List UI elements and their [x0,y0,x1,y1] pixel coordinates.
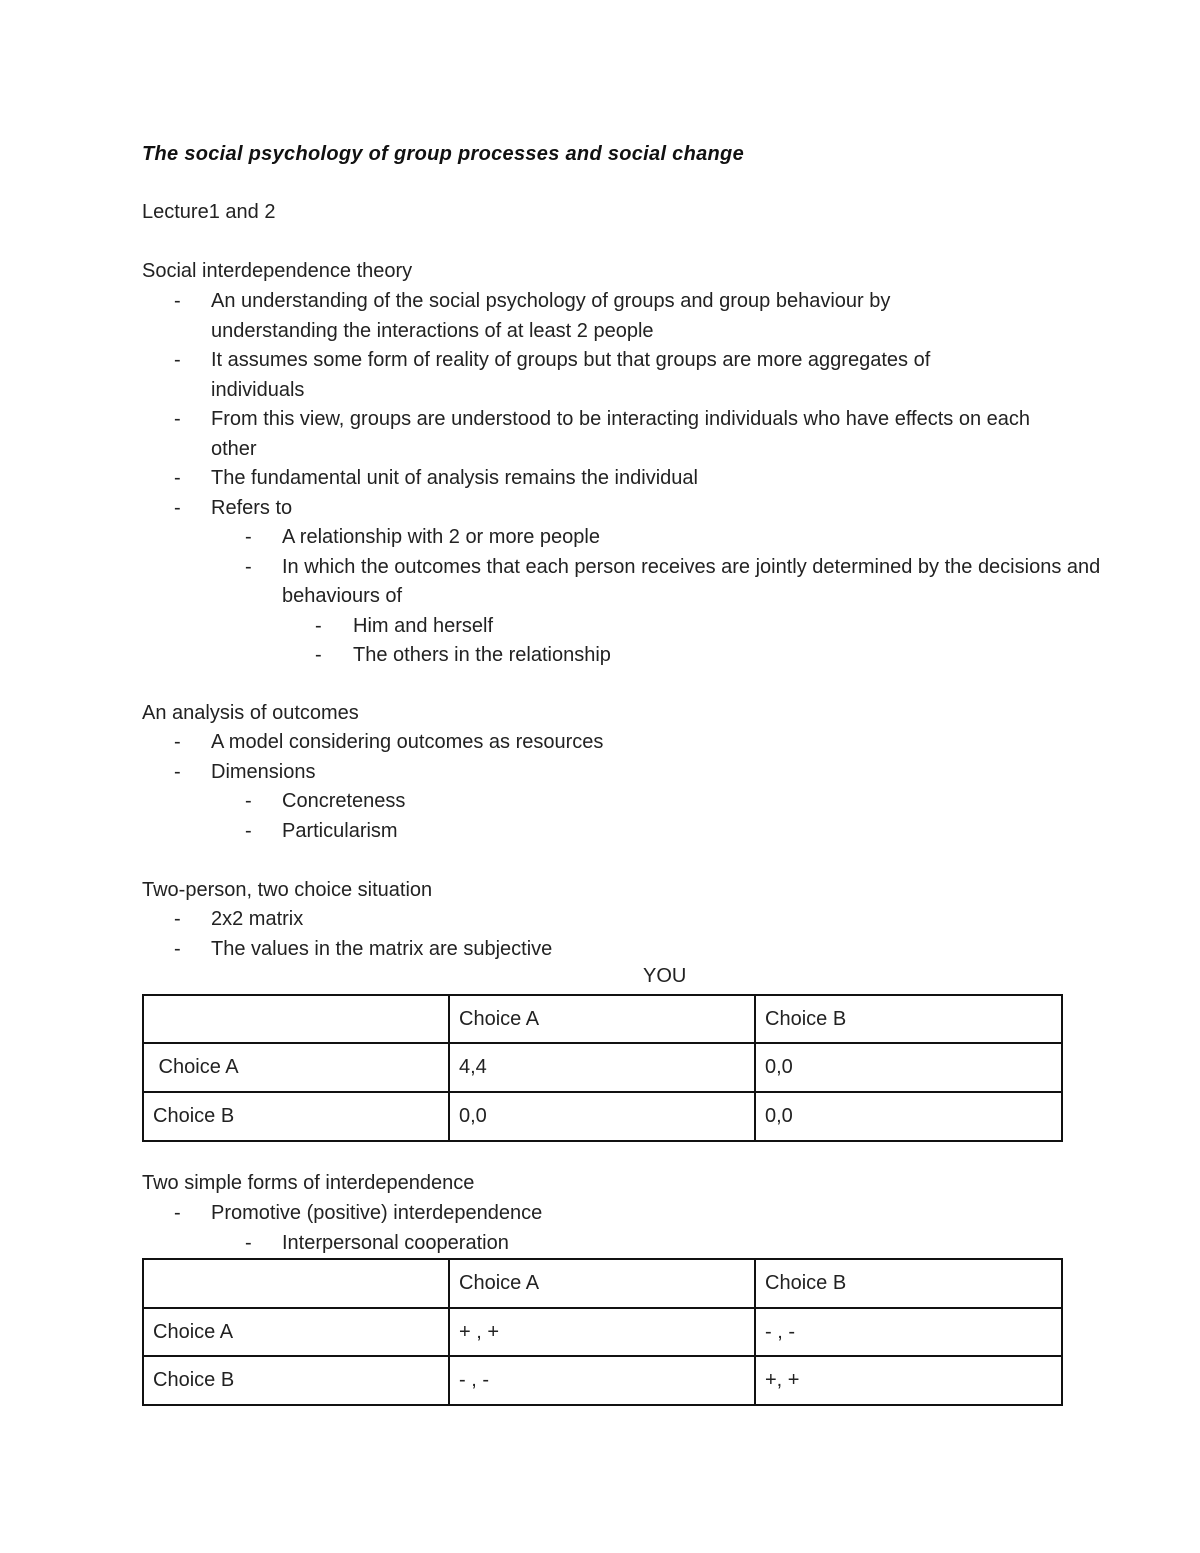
list-item: - The values in the matrix are subjective [142,935,552,965]
social-interdependence-list [142,287,1172,671]
list-item: - The fundamental unit of analysis remains the individual [142,464,1172,494]
bullet-dash: - [245,555,252,578]
table-cell: + , + [449,1308,755,1356]
payoff-matrix-table [142,994,1063,1142]
table-cell: Choice A [449,995,755,1043]
two-person-choice-list [142,905,552,964]
bullet-dash: - [245,790,252,812]
table-cell: Choice B [755,1259,1062,1308]
bullet-dash: - [245,526,252,548]
table-row [143,1356,1062,1405]
list-item: - From this view, groups are understood to be interacting individuals who have effects on each other [142,405,1172,464]
list-item: - The others in the relationship [142,641,1172,671]
table-cell: Choice A [449,1259,755,1308]
bullet-dash: - [174,349,181,371]
list-item: - Particularism [142,817,603,847]
simple-forms-list [142,1199,542,1258]
section-heading-two-person-choice: Two-person, two choice situation [142,879,433,901]
list-item: - Promotive (positive) interdependence [142,1199,542,1229]
table-row [143,1043,1062,1092]
cooperation-matrix-table [142,1258,1063,1406]
lecture-label: Lecture1 and 2 [142,201,276,223]
bullet-dash: - [174,290,181,312]
list-item: - Concreteness [142,787,603,817]
document-title: The social psychology of group processes and social change [142,143,744,165]
table-cell: Choice B [143,1356,449,1405]
section-heading-analysis-of-outcomes: An analysis of outcomes [142,702,359,724]
list-item: - A relationship with 2 or more people [142,523,1172,553]
bullet-dash: - [174,1202,181,1224]
table-row [143,1308,1062,1356]
bullet-dash: - [174,760,181,783]
table-row [143,995,1062,1043]
list-item: - In which the outcomes that each person receives are jointly determined by the decisions and behaviours of [142,553,1172,612]
table-cell: 0,0 [449,1092,755,1141]
table-cell: 4,4 [449,1043,755,1092]
table-cell: 0,0 [755,1092,1062,1141]
you-label: YOU [643,965,687,987]
bullet-dash: - [315,614,322,637]
list-item: - An understanding of the social psychology of groups and group behaviour by understanding the interactions of at least 2 people [142,287,1172,346]
bullet-dash: - [315,644,322,666]
section-heading-simple-forms: Two simple forms of interdependence [142,1172,475,1194]
table-cell: Choice A [143,1308,449,1356]
table-cell: 0,0 [755,1043,1062,1092]
list-item: - Him and herself [142,612,1172,642]
table-cell: Choice B [755,995,1062,1043]
analysis-of-outcomes-list [142,728,603,846]
table-cell: +, + [755,1356,1062,1405]
bullet-dash: - [174,937,181,960]
table-row [143,1092,1062,1141]
bullet-dash: - [174,467,181,489]
table-cell: Choice B [143,1092,449,1141]
bullet-dash: - [245,819,252,842]
bullet-dash: - [174,408,181,430]
list-item: - A model considering outcomes as resources [142,728,603,758]
section-heading-social-interdependence: Social interdependence theory [142,260,413,282]
table-cell [143,995,449,1043]
bullet-dash: - [174,496,181,519]
bullet-dash: - [174,908,181,930]
table-cell: - , - [755,1308,1062,1356]
table-cell: Choice A [143,1043,449,1092]
bullet-dash: - [174,731,181,753]
list-item: - It assumes some form of reality of groups but that groups are more aggregates of individuals [142,346,1172,405]
table-cell [143,1259,449,1308]
table-cell: - , - [449,1356,755,1405]
list-item: - Interpersonal cooperation [142,1229,542,1259]
table-row [143,1259,1062,1308]
bullet-dash: - [245,1231,252,1254]
list-item: - Refers to [142,494,1172,524]
list-item: - Dimensions [142,758,603,788]
list-item: - 2x2 matrix [142,905,552,935]
